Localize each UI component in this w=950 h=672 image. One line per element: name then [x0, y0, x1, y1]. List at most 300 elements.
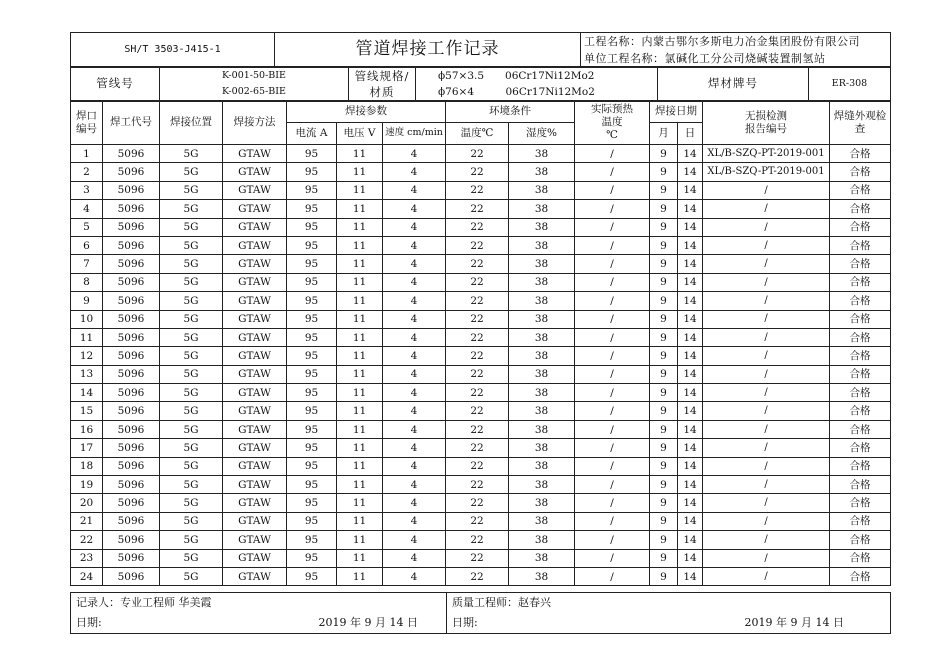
cell-day: 14: [678, 292, 703, 310]
cell-joint-no: 4: [71, 200, 103, 218]
cell-current: 95: [287, 163, 337, 181]
pipe-spec-label: [349, 67, 416, 102]
cell-position: 5G: [160, 273, 223, 291]
cell-month: 9: [650, 292, 678, 310]
cell-position: 5G: [160, 457, 223, 475]
col-ndt: [703, 101, 830, 145]
project-info: [581, 33, 891, 68]
cell-day: 14: [678, 347, 703, 365]
cell-month: 9: [650, 457, 678, 475]
cell-joint-no: 2: [71, 163, 103, 181]
cell-voltage: 11: [337, 531, 383, 549]
cell-joint-no: 11: [71, 328, 103, 346]
cell-position: 5G: [160, 402, 223, 420]
cell-position: 5G: [160, 549, 223, 567]
cell-current: 95: [287, 328, 337, 346]
cell-visual: 合格: [830, 384, 891, 402]
date-label-left: 日期:: [76, 615, 102, 629]
unit-project-name: 单位工程名称：氯碱化工分公司烧碱装置制氢站: [584, 52, 826, 65]
cell-joint-no: 1: [71, 145, 103, 163]
cell-preheat: /: [575, 384, 650, 402]
cell-preheat: /: [575, 181, 650, 199]
cell-visual: 合格: [830, 181, 891, 199]
quality-engineer: 质量工程师：赵春兴: [447, 593, 891, 614]
cell-position: 5G: [160, 255, 223, 273]
cell-temp: 22: [446, 328, 509, 346]
cell-speed: 4: [383, 145, 446, 163]
cell-joint-no: 7: [71, 255, 103, 273]
col-method: 焊接方法: [223, 101, 287, 145]
cell-speed: 4: [383, 457, 446, 475]
cell-voltage: 11: [337, 512, 383, 530]
spec-table: [70, 66, 891, 102]
cell-visual: 合格: [830, 439, 891, 457]
cell-current: 95: [287, 549, 337, 567]
cell-joint-no: 15: [71, 402, 103, 420]
cell-visual: 合格: [830, 163, 891, 181]
cell-method: GTAW: [223, 218, 287, 236]
date-left-cell: [71, 613, 447, 634]
cell-preheat: /: [575, 457, 650, 475]
cell-method: GTAW: [223, 512, 287, 530]
cell-visual: 合格: [830, 365, 891, 383]
cell-voltage: 11: [337, 549, 383, 567]
cell-joint-no: 22: [71, 531, 103, 549]
cell-ndt-report: /: [703, 200, 830, 218]
cell-ndt-report: /: [703, 218, 830, 236]
cell-preheat: /: [575, 200, 650, 218]
col-day: 日: [678, 123, 703, 145]
cell-visual: 合格: [830, 549, 891, 567]
cell-preheat: /: [575, 273, 650, 291]
cell-day: 14: [678, 200, 703, 218]
cell-joint-no: 21: [71, 512, 103, 530]
cell-method: GTAW: [223, 347, 287, 365]
col-visual-line2: 查: [854, 122, 866, 135]
cell-preheat: /: [575, 365, 650, 383]
cell-preheat: /: [575, 145, 650, 163]
cell-month: 9: [650, 420, 678, 438]
cell-current: 95: [287, 365, 337, 383]
cell-method: GTAW: [223, 457, 287, 475]
cell-welder-code: 5096: [103, 402, 160, 420]
cell-position: 5G: [160, 365, 223, 383]
cell-voltage: 11: [337, 163, 383, 181]
cell-humidity: 38: [509, 347, 575, 365]
cell-temp: 22: [446, 402, 509, 420]
document-number: SH/T 3503-J415-1: [71, 33, 275, 68]
cell-welder-code: 5096: [103, 512, 160, 530]
cell-preheat: /: [575, 236, 650, 254]
cell-speed: 4: [383, 181, 446, 199]
cell-temp: 22: [446, 476, 509, 494]
table-row: [71, 145, 891, 163]
pipe-no-2: K-002-65-BIE: [222, 86, 286, 97]
col-ndt-line1: 无损检测: [745, 109, 788, 122]
cell-speed: 4: [383, 218, 446, 236]
pipe-spec-label-line1: 管线规格/: [354, 69, 410, 83]
cell-position: 5G: [160, 384, 223, 402]
cell-ndt-report: /: [703, 567, 830, 585]
cell-current: 95: [287, 384, 337, 402]
cell-position: 5G: [160, 347, 223, 365]
cell-method: GTAW: [223, 145, 287, 163]
cell-humidity: 38: [509, 567, 575, 585]
cell-welder-code: 5096: [103, 365, 160, 383]
cell-humidity: 38: [509, 384, 575, 402]
cell-preheat: /: [575, 531, 650, 549]
cell-joint-no: 19: [71, 476, 103, 494]
col-joint-no-line2: 编号: [76, 122, 97, 135]
cell-position: 5G: [160, 163, 223, 181]
cell-position: 5G: [160, 420, 223, 438]
cell-method: GTAW: [223, 384, 287, 402]
cell-current: 95: [287, 236, 337, 254]
cell-current: 95: [287, 476, 337, 494]
cell-ndt-report: /: [703, 310, 830, 328]
cell-day: 14: [678, 512, 703, 530]
cell-position: 5G: [160, 439, 223, 457]
cell-ndt-report: /: [703, 512, 830, 530]
col-env: 环境条件: [446, 101, 575, 123]
cell-month: 9: [650, 384, 678, 402]
cell-speed: 4: [383, 512, 446, 530]
cell-welder-code: 5096: [103, 218, 160, 236]
cell-voltage: 11: [337, 310, 383, 328]
cell-day: 14: [678, 145, 703, 163]
cell-temp: 22: [446, 292, 509, 310]
cell-humidity: 38: [509, 310, 575, 328]
cell-welder-code: 5096: [103, 549, 160, 567]
date-left: 2019 年 9 月 14 日: [318, 615, 418, 629]
cell-welder-code: 5096: [103, 494, 160, 512]
cell-visual: 合格: [830, 310, 891, 328]
cell-ndt-report: XL/B-SZQ-PT-2019-001: [703, 145, 830, 163]
table-row: [71, 163, 891, 181]
cell-welder-code: 5096: [103, 255, 160, 273]
table-row: [71, 365, 891, 383]
col-joint-no: [71, 101, 103, 145]
cell-position: 5G: [160, 310, 223, 328]
cell-speed: 4: [383, 567, 446, 585]
cell-month: 9: [650, 310, 678, 328]
cell-preheat: /: [575, 439, 650, 457]
cell-method: GTAW: [223, 439, 287, 457]
cell-current: 95: [287, 512, 337, 530]
pipe-no-1: K-001-50-BIE: [222, 70, 286, 81]
table-row: [71, 328, 891, 346]
cell-welder-code: 5096: [103, 145, 160, 163]
cell-month: 9: [650, 145, 678, 163]
cell-position: 5G: [160, 236, 223, 254]
cell-method: GTAW: [223, 236, 287, 254]
col-preheat-line1: 实际预热: [591, 103, 634, 115]
cell-visual: 合格: [830, 236, 891, 254]
cell-temp: 22: [446, 347, 509, 365]
cell-voltage: 11: [337, 273, 383, 291]
cell-welder-code: 5096: [103, 567, 160, 585]
cell-method: GTAW: [223, 365, 287, 383]
table-row: [71, 347, 891, 365]
cell-day: 14: [678, 420, 703, 438]
cell-position: 5G: [160, 328, 223, 346]
cell-temp: 22: [446, 145, 509, 163]
cell-month: 9: [650, 476, 678, 494]
cell-day: 14: [678, 310, 703, 328]
cell-preheat: /: [575, 218, 650, 236]
cell-day: 14: [678, 384, 703, 402]
cell-current: 95: [287, 181, 337, 199]
cell-day: 14: [678, 402, 703, 420]
cell-humidity: 38: [509, 512, 575, 530]
cell-preheat: /: [575, 255, 650, 273]
cell-month: 9: [650, 163, 678, 181]
table-row: [71, 310, 891, 328]
cell-day: 14: [678, 549, 703, 567]
cell-speed: 4: [383, 273, 446, 291]
cell-visual: 合格: [830, 328, 891, 346]
table-row: [71, 567, 891, 585]
col-ndt-line2: 报告编号: [745, 122, 788, 135]
cell-visual: 合格: [830, 494, 891, 512]
cell-speed: 4: [383, 365, 446, 383]
pipe-spec-2: ϕ76×4 06Cr17Ni12Mo2: [438, 86, 595, 98]
cell-position: 5G: [160, 567, 223, 585]
cell-welder-code: 5096: [103, 328, 160, 346]
cell-humidity: 38: [509, 439, 575, 457]
cell-position: 5G: [160, 494, 223, 512]
cell-voltage: 11: [337, 439, 383, 457]
col-temp: 温度℃: [446, 123, 509, 145]
header-table: [70, 32, 891, 68]
cell-preheat: /: [575, 420, 650, 438]
cell-day: 14: [678, 567, 703, 585]
cell-day: 14: [678, 476, 703, 494]
cell-voltage: 11: [337, 200, 383, 218]
cell-temp: 22: [446, 200, 509, 218]
date-right-cell: [447, 613, 891, 634]
cell-method: GTAW: [223, 292, 287, 310]
cell-voltage: 11: [337, 384, 383, 402]
cell-humidity: 38: [509, 457, 575, 475]
cell-temp: 22: [446, 384, 509, 402]
table-row: [71, 292, 891, 310]
cell-method: GTAW: [223, 273, 287, 291]
cell-temp: 22: [446, 236, 509, 254]
cell-current: 95: [287, 273, 337, 291]
cell-position: 5G: [160, 218, 223, 236]
cell-day: 14: [678, 273, 703, 291]
filler-label: 焊材牌号: [658, 67, 809, 102]
cell-voltage: 11: [337, 476, 383, 494]
cell-humidity: 38: [509, 420, 575, 438]
cell-visual: 合格: [830, 273, 891, 291]
cell-humidity: 38: [509, 163, 575, 181]
cell-preheat: /: [575, 347, 650, 365]
cell-ndt-report: /: [703, 255, 830, 273]
cell-month: 9: [650, 181, 678, 199]
cell-joint-no: 13: [71, 365, 103, 383]
cell-current: 95: [287, 402, 337, 420]
col-visual-line1: 焊缝外观检: [833, 109, 887, 122]
date-label-right: 日期:: [452, 615, 478, 629]
table-row: [71, 200, 891, 218]
cell-ndt-report: /: [703, 439, 830, 457]
cell-current: 95: [287, 494, 337, 512]
cell-joint-no: 17: [71, 439, 103, 457]
cell-humidity: 38: [509, 236, 575, 254]
cell-welder-code: 5096: [103, 439, 160, 457]
cell-day: 14: [678, 328, 703, 346]
cell-voltage: 11: [337, 181, 383, 199]
cell-welder-code: 5096: [103, 236, 160, 254]
col-month: 月: [650, 123, 678, 145]
cell-day: 14: [678, 255, 703, 273]
cell-month: 9: [650, 549, 678, 567]
cell-joint-no: 5: [71, 218, 103, 236]
cell-temp: 22: [446, 439, 509, 457]
pipe-spec-values: [416, 67, 658, 102]
cell-current: 95: [287, 420, 337, 438]
cell-humidity: 38: [509, 476, 575, 494]
recorder: 记录人：专业工程师 华美霞: [71, 593, 447, 614]
cell-day: 14: [678, 218, 703, 236]
cell-voltage: 11: [337, 236, 383, 254]
cell-speed: 4: [383, 476, 446, 494]
cell-voltage: 11: [337, 402, 383, 420]
cell-speed: 4: [383, 402, 446, 420]
cell-month: 9: [650, 512, 678, 530]
cell-voltage: 11: [337, 255, 383, 273]
cell-visual: 合格: [830, 476, 891, 494]
cell-voltage: 11: [337, 365, 383, 383]
cell-ndt-report: /: [703, 549, 830, 567]
cell-speed: 4: [383, 531, 446, 549]
cell-humidity: 38: [509, 549, 575, 567]
cell-joint-no: 3: [71, 181, 103, 199]
cell-speed: 4: [383, 200, 446, 218]
cell-position: 5G: [160, 181, 223, 199]
cell-voltage: 11: [337, 218, 383, 236]
table-row: [71, 494, 891, 512]
cell-welder-code: 5096: [103, 384, 160, 402]
cell-visual: 合格: [830, 567, 891, 585]
cell-ndt-report: /: [703, 384, 830, 402]
cell-method: GTAW: [223, 531, 287, 549]
welding-data-table: [70, 100, 891, 586]
cell-humidity: 38: [509, 273, 575, 291]
cell-temp: 22: [446, 310, 509, 328]
cell-month: 9: [650, 255, 678, 273]
cell-humidity: 38: [509, 181, 575, 199]
cell-temp: 22: [446, 255, 509, 273]
table-row: [71, 439, 891, 457]
cell-welder-code: 5096: [103, 163, 160, 181]
cell-day: 14: [678, 163, 703, 181]
cell-humidity: 38: [509, 255, 575, 273]
cell-humidity: 38: [509, 402, 575, 420]
cell-visual: 合格: [830, 292, 891, 310]
cell-preheat: /: [575, 476, 650, 494]
cell-welder-code: 5096: [103, 292, 160, 310]
cell-temp: 22: [446, 273, 509, 291]
col-voltage: 电压 V: [337, 123, 383, 145]
table-row: [71, 384, 891, 402]
cell-current: 95: [287, 255, 337, 273]
cell-welder-code: 5096: [103, 273, 160, 291]
col-current: 电流 A: [287, 123, 337, 145]
cell-visual: 合格: [830, 531, 891, 549]
cell-speed: 4: [383, 310, 446, 328]
cell-day: 14: [678, 181, 703, 199]
cell-month: 9: [650, 347, 678, 365]
col-welder-code: 焊工代号: [103, 101, 160, 145]
col-preheat: [575, 101, 650, 145]
cell-temp: 22: [446, 420, 509, 438]
cell-day: 14: [678, 531, 703, 549]
table-row: [71, 549, 891, 567]
cell-method: GTAW: [223, 310, 287, 328]
page-title: 管道焊接工作记录: [275, 33, 581, 68]
cell-joint-no: 10: [71, 310, 103, 328]
cell-temp: 22: [446, 494, 509, 512]
cell-visual: 合格: [830, 218, 891, 236]
pipe-spec-1: ϕ57×3.5 06Cr17Ni12Mo2: [438, 70, 595, 82]
cell-preheat: /: [575, 310, 650, 328]
cell-visual: 合格: [830, 457, 891, 475]
cell-method: GTAW: [223, 255, 287, 273]
cell-temp: 22: [446, 531, 509, 549]
footer-table: [70, 592, 891, 634]
cell-month: 9: [650, 273, 678, 291]
cell-method: GTAW: [223, 420, 287, 438]
cell-current: 95: [287, 200, 337, 218]
cell-day: 14: [678, 457, 703, 475]
cell-humidity: 38: [509, 494, 575, 512]
date-right: 2019 年 9 月 14 日: [744, 615, 844, 629]
cell-joint-no: 20: [71, 494, 103, 512]
cell-ndt-report: /: [703, 476, 830, 494]
cell-humidity: 38: [509, 328, 575, 346]
cell-month: 9: [650, 200, 678, 218]
cell-humidity: 38: [509, 218, 575, 236]
cell-temp: 22: [446, 549, 509, 567]
cell-position: 5G: [160, 512, 223, 530]
col-params: 焊接参数: [287, 101, 446, 123]
cell-position: 5G: [160, 145, 223, 163]
cell-ndt-report: /: [703, 457, 830, 475]
table-row: [71, 457, 891, 475]
cell-day: 14: [678, 365, 703, 383]
cell-welder-code: 5096: [103, 310, 160, 328]
cell-humidity: 38: [509, 365, 575, 383]
cell-ndt-report: /: [703, 420, 830, 438]
cell-current: 95: [287, 145, 337, 163]
cell-speed: 4: [383, 328, 446, 346]
cell-position: 5G: [160, 292, 223, 310]
cell-month: 9: [650, 494, 678, 512]
col-visual: [830, 101, 891, 145]
table-row: [71, 273, 891, 291]
cell-position: 5G: [160, 476, 223, 494]
cell-current: 95: [287, 531, 337, 549]
cell-preheat: /: [575, 292, 650, 310]
cell-joint-no: 9: [71, 292, 103, 310]
cell-joint-no: 6: [71, 236, 103, 254]
cell-preheat: /: [575, 512, 650, 530]
table-row: [71, 236, 891, 254]
cell-current: 95: [287, 347, 337, 365]
